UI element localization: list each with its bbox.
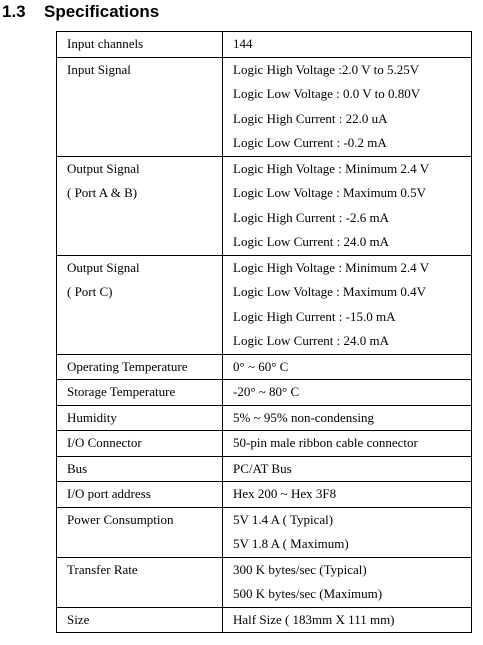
spec-label-cell bbox=[57, 32, 223, 58]
spec-value: 5V 1.8 A ( Maximum) bbox=[233, 536, 349, 551]
specifications-table bbox=[56, 31, 472, 633]
spec-label-cell bbox=[57, 380, 223, 406]
section-title: Specifications bbox=[44, 2, 160, 21]
table-row bbox=[57, 57, 472, 156]
spec-value-cell bbox=[223, 32, 472, 58]
spec-value: Logic High Voltage : Minimum 2.4 V bbox=[233, 259, 430, 275]
table-row bbox=[57, 557, 472, 607]
spec-value-cell bbox=[223, 431, 472, 457]
spec-value: Logic Low Current : 24.0 mA bbox=[233, 234, 389, 249]
spec-label: ( Port C) bbox=[67, 284, 113, 299]
spec-label: I/O Connector bbox=[67, 435, 142, 450]
spec-label-cell bbox=[57, 557, 223, 607]
spec-value-cell bbox=[223, 507, 472, 557]
spec-value: Logic High Voltage : Minimum 2.4 V bbox=[233, 160, 430, 176]
spec-value: Logic Low Voltage : Maximum 0.4V bbox=[233, 284, 427, 299]
spec-label-cell bbox=[57, 482, 223, 508]
spec-value-cell bbox=[223, 557, 472, 607]
spec-label: Power Consumption bbox=[67, 511, 174, 527]
spec-value: PC/AT Bus bbox=[233, 460, 292, 476]
section-number: 1.3 bbox=[2, 2, 26, 21]
spec-value-cell bbox=[223, 354, 472, 380]
spec-label: ( Port A & B) bbox=[67, 185, 138, 200]
spec-value: 144 bbox=[233, 36, 253, 51]
spec-value: Logic High Voltage :2.0 V to 5.25V bbox=[233, 61, 420, 77]
spec-value: 500 K bytes/sec (Maximum) bbox=[233, 586, 383, 601]
spec-label-cell bbox=[57, 354, 223, 380]
spec-label: Transfer Rate bbox=[67, 561, 138, 577]
spec-value: 5V 1.4 A ( Typical) bbox=[233, 511, 334, 527]
spec-value: Logic High Current : -15.0 mA bbox=[233, 308, 396, 324]
spec-value: Logic Low Voltage : Maximum 0.5V bbox=[233, 185, 427, 200]
spec-label-cell bbox=[57, 431, 223, 457]
spec-label-cell bbox=[57, 255, 223, 354]
table-row bbox=[57, 156, 472, 255]
spec-label: Bus bbox=[67, 460, 88, 476]
spec-value: Logic Low Current : 24.0 mA bbox=[233, 333, 389, 348]
spec-value: Half Size ( 183mm X 111 mm) bbox=[233, 611, 395, 627]
table-row bbox=[57, 456, 472, 482]
specifications-table-body bbox=[57, 32, 472, 633]
spec-label: Humidity bbox=[67, 409, 117, 425]
spec-value-cell bbox=[223, 482, 472, 508]
spec-value-cell bbox=[223, 456, 472, 482]
table-row bbox=[57, 607, 472, 633]
spec-label-cell bbox=[57, 156, 223, 255]
spec-value-cell bbox=[223, 255, 472, 354]
spec-value: -20° ~ 80° C bbox=[233, 384, 300, 399]
spec-value: 5% ~ 95% non-condensing bbox=[233, 409, 374, 425]
spec-label-cell bbox=[57, 405, 223, 431]
table-row bbox=[57, 354, 472, 380]
spec-label: Output Signal bbox=[67, 160, 140, 176]
spec-label-cell bbox=[57, 507, 223, 557]
spec-value: 0° ~ 60° C bbox=[233, 358, 289, 374]
spec-label: Input channels bbox=[67, 36, 144, 51]
table-row bbox=[57, 380, 472, 406]
spec-label: Output Signal bbox=[67, 259, 140, 275]
spec-value-cell bbox=[223, 57, 472, 156]
spec-value: Hex 200 ~ Hex 3F8 bbox=[233, 486, 337, 501]
spec-label: Storage Temperature bbox=[67, 384, 176, 399]
spec-value: Logic High Current : -2.6 mA bbox=[233, 209, 389, 225]
spec-value: 300 K bytes/sec (Typical) bbox=[233, 561, 367, 577]
table-row bbox=[57, 255, 472, 354]
spec-value-cell bbox=[223, 156, 472, 255]
spec-value: Logic Low Current : -0.2 mA bbox=[233, 135, 387, 150]
spec-value: Logic Low Voltage : 0.0 V to 0.80V bbox=[233, 86, 421, 101]
table-row bbox=[57, 507, 472, 557]
spec-value-cell bbox=[223, 607, 472, 633]
table-row bbox=[57, 482, 472, 508]
spec-label-cell bbox=[57, 456, 223, 482]
spec-value: 50-pin male ribbon cable connector bbox=[233, 435, 418, 450]
spec-label-cell bbox=[57, 57, 223, 156]
table-row bbox=[57, 405, 472, 431]
spec-value-cell bbox=[223, 405, 472, 431]
spec-label: I/O port address bbox=[67, 486, 151, 501]
table-row bbox=[57, 32, 472, 58]
spec-label: Size bbox=[67, 611, 90, 627]
spec-label-cell bbox=[57, 607, 223, 633]
spec-label: Operating Temperature bbox=[67, 358, 188, 374]
spec-value: Logic High Current : 22.0 uA bbox=[233, 110, 388, 126]
table-row bbox=[57, 431, 472, 457]
section-heading bbox=[2, 0, 159, 24]
spec-label: Input Signal bbox=[67, 61, 131, 77]
spec-value-cell bbox=[223, 380, 472, 406]
